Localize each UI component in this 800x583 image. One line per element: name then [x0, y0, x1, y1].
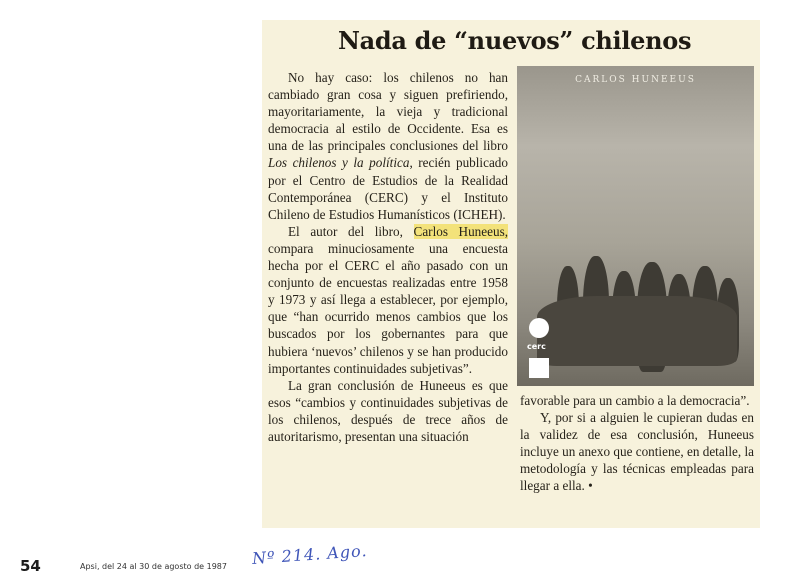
page-number: 54	[20, 557, 41, 575]
paragraph-5: Y, por si a alguien le cupieran dudas en la validez de esa conclusión, Huneeus incluye un anexo que contiene, en detalle, la metodología y las técnicas empleadas para llegar a ella. •	[520, 410, 754, 494]
highlighted-author-name: Carlos Huneeus,	[413, 223, 508, 239]
publisher-logo-text: cerc	[527, 342, 546, 351]
book-cover-author: CARLOS HUNEEUS	[575, 75, 696, 85]
article-left-column	[268, 69, 508, 445]
handwritten-note: Nº 214. Ago.	[251, 540, 369, 569]
logo-block-icon	[529, 358, 549, 378]
paragraph-1: No hay caso: los chilenos no han cambiado gran cosa y siguen prefiriendo, mayoritariamente, la vieja y tradicional democracia al estilo de Occidente. Esa es una de las principales conclusiones del libro Los chilenos y la política, recién publicado por el Centro de Estudios de la Realidad Contemporánea (CERC) y el Instituto Chileno de Estudios Humanísticos (ICHEH).	[268, 70, 508, 222]
paragraph-3: La gran conclusión de Huneeus es que esos “cambios y continuidades subjetivas de los chilenos, después de trece años de autoritarismo, presentan una situación	[268, 377, 508, 444]
source-citation: Apsi, del 24 al 30 de agosto de 1987	[80, 562, 227, 571]
sun-icon	[529, 318, 549, 338]
paragraph-4: favorable para un cambio a la democracia”.	[520, 393, 750, 408]
article-title: Nada de “nuevos” chilenos	[338, 26, 692, 55]
book-cover-image	[517, 66, 754, 386]
article-right-column	[520, 392, 754, 495]
book-title: Los chilenos y la política	[268, 155, 410, 171]
paragraph-2: El autor del libro, Carlos Huneeus, compara minuciosamente una encuesta hecha por el CERC el año pasado con un conjunto de encuestas realizadas entre 1958 y 1973 y así llega a establecer, por ejemplo, que “han ocurrido menos cambios que los buscados por los gobernantes para que hubiera ‘nuevos’ chilenos y se han producido importantes continuidades subjetivas”.	[268, 223, 508, 376]
publisher-logo	[527, 318, 553, 382]
crowd-group	[537, 296, 737, 366]
